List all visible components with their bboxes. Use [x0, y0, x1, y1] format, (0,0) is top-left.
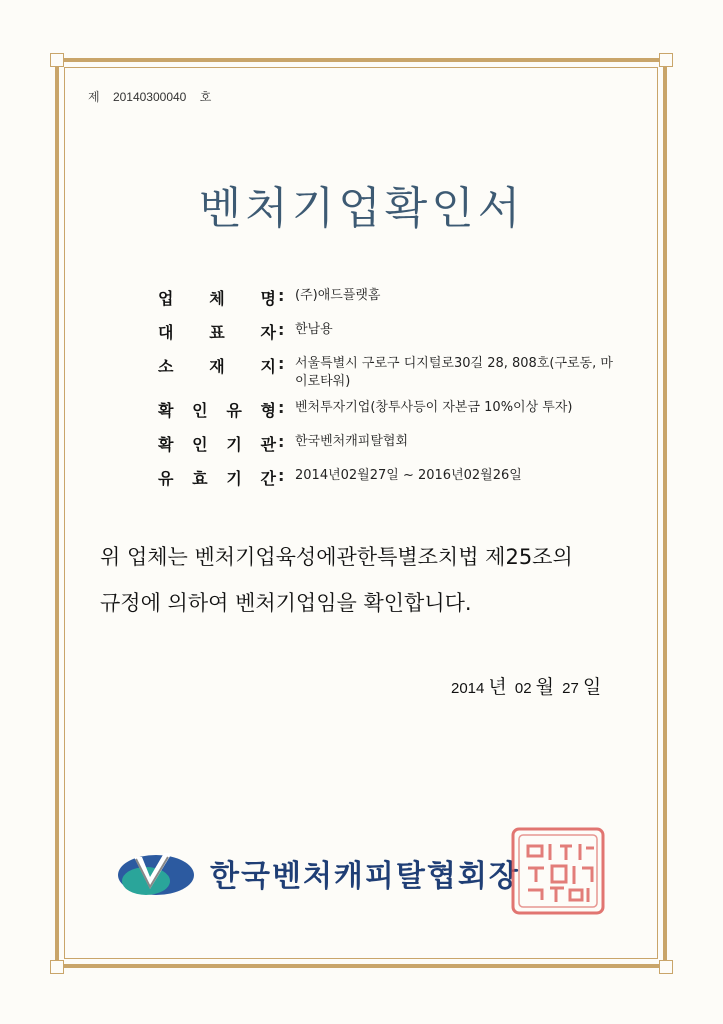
field-label-char: 유 — [226, 401, 242, 420]
field-label-char: 표 — [209, 323, 225, 342]
field-row — [158, 320, 638, 348]
corner-ornament — [50, 960, 64, 974]
confirmation-statement — [100, 534, 640, 626]
field-label — [158, 432, 276, 455]
issuer-name: 한국벤처캐피탈협회장 — [210, 859, 520, 894]
field-value: 서울특별시 구로구 디지털로30길 28, 808호(구로동, 마이로타워) — [295, 356, 613, 389]
field-label-char: 명 — [260, 289, 276, 308]
month-unit: 월 — [535, 677, 554, 698]
field-colon: : — [278, 466, 285, 485]
field-label-char: 자 — [260, 323, 276, 342]
field-label-char: 재 — [209, 357, 225, 376]
day-unit: 일 — [582, 677, 602, 698]
field-value: 2014년02월27일 ~ 2016년02월26일 — [295, 468, 522, 483]
field-label-char: 간 — [260, 469, 276, 488]
field-label-char: 지 — [260, 357, 276, 376]
corner-ornament — [50, 53, 64, 67]
field-label — [158, 354, 276, 377]
document-title: 벤처기업확인서 — [198, 183, 525, 234]
serial-prefix: 제 — [88, 90, 100, 104]
field-value: (주)애드플랫홈 — [295, 288, 381, 303]
field-label-char: 기 — [226, 435, 242, 454]
issue-day: 27 — [562, 680, 579, 697]
field-label-char: 기 — [226, 469, 242, 488]
field-value: 벤처투자기업(창투사등이 자본금 10%이상 투자) — [295, 400, 573, 415]
field-row — [158, 466, 638, 494]
field-label-char: 대 — [158, 323, 174, 342]
field-value: 한국벤처캐피탈협회 — [295, 434, 409, 449]
official-seal — [510, 826, 606, 916]
field-label — [158, 320, 276, 343]
field-colon: : — [278, 320, 285, 339]
field-row — [158, 354, 638, 392]
field-label-char: 효 — [192, 469, 208, 488]
fields-list — [158, 286, 638, 500]
field-label-char: 업 — [158, 289, 174, 308]
field-row — [158, 432, 638, 460]
issue-date — [451, 672, 605, 699]
field-label-char: 관 — [260, 435, 276, 454]
field-colon: : — [278, 398, 285, 417]
field-colon: : — [278, 432, 285, 451]
field-label-char: 인 — [192, 401, 208, 420]
field-label — [158, 466, 276, 489]
field-row — [158, 286, 638, 314]
field-row — [158, 398, 638, 426]
corner-ornament — [659, 53, 673, 67]
field-label-char: 소 — [158, 357, 174, 376]
field-value: 한남용 — [295, 322, 333, 337]
year-unit: 년 — [488, 677, 507, 698]
corner-ornament — [659, 960, 673, 974]
field-label-char: 체 — [209, 289, 225, 308]
association-logo — [116, 845, 206, 904]
serial-suffix: 호 — [199, 90, 212, 104]
certificate-number — [88, 88, 221, 105]
field-colon: : — [278, 286, 285, 305]
field-label-char: 형 — [260, 401, 276, 420]
field-label — [158, 398, 276, 421]
serial-number: 20140300040 — [112, 90, 187, 104]
issue-year: 2014 — [451, 680, 485, 697]
field-label-char: 유 — [158, 469, 174, 488]
field-colon: : — [278, 354, 285, 373]
statement-line: 규정에 의하여 벤처기업임을 확인합니다. — [100, 591, 472, 615]
statement-line: 위 업체는 벤처기업육성에관한특별조치법 제25조의 — [100, 545, 573, 569]
field-label-char: 확 — [158, 401, 174, 420]
field-label-char: 확 — [158, 435, 174, 454]
field-label-char: 인 — [192, 435, 208, 454]
issue-month: 02 — [514, 680, 532, 697]
field-label — [158, 286, 276, 309]
